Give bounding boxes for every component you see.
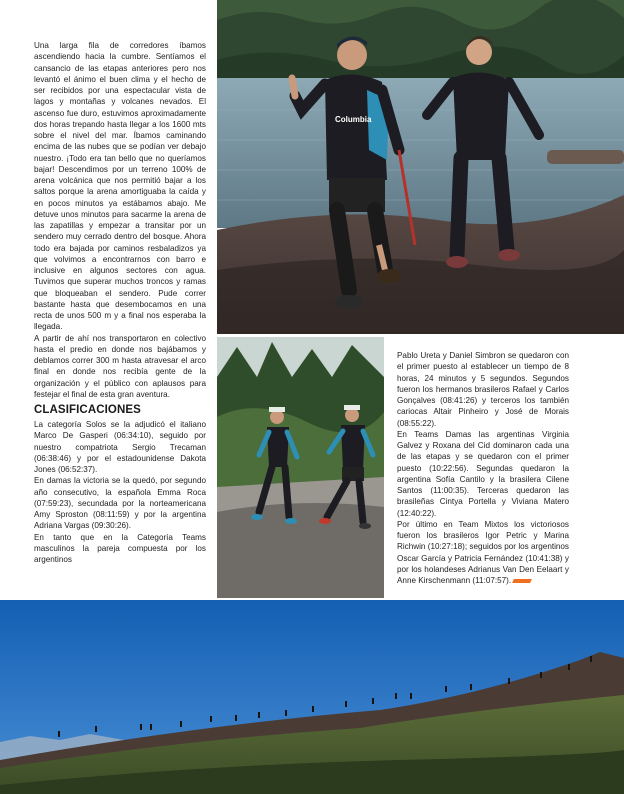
article-paragraph: Una larga fila de corredores íbamos ascendiendo hacia la cumbre. Sentíamos el cansancio de las etapas anteriores pero nos levantó el ánimo el buen clima y el hecho de ser recibidos por una espectacular vista de lagos y montañas y volcanes nevados. El ascenso fue duro, estuvimos aproximadamente dos horas trepando hasta llegar a los 1600 mts sobre el nivel del mar. Íbamos caminando encima de las nubes que se podían ver debajo nuestro. ¡Todo era tan bello que no queríamos bajar! Descendimos por un terreno 100% de arena volcánica que nos permitió bajar a los saltos porque la arena amortiguaba la caída y en pocos minutos ya estábamos abajo. Me detuve unos minutos para sacarme la arena de las zapatillas y empezar a transitar por un sendero muy cerrado dentro del bosque. Ahora todo era bajada por caminos resbaladizos ya que volvimos a encontrarnos con barro e inclusive en algunos sectores con agua. Tuvimos que superar muchos troncos y ramas que bloqueaban el sendero. Pude correr bastante hasta que desembocamos en una recta de unos 500 m y a final nos esperaba la llegada. — [34, 41, 206, 332]
article-paragraph: A partir de ahí nos transportaron en colectivo hasta el predio en donde nos bajábamos y deblamos correr 300 m hasta atravesar el arco final en donde nos recibía gente de la organización y el público con aplausos para festejar el final de esta gran aventura. — [34, 333, 206, 399]
final-text: Por último en Team Mixtos los victoriosos fueron los brasileros Igor Petric y Marina Richwin (10:27:18); seguidos por los argentinos Oscar García y Patricia Fernández (10:41:38) y por los holandeses Adrianus Van Den Eelaart y Anne Kirschenmann (11:07:57). — [397, 519, 569, 585]
photo-volcano-ridge-art — [0, 600, 624, 794]
section-heading-clasificaciones: CLASIFICACIONES — [34, 404, 141, 416]
results-paragraph: La categoría Solos se la adjudicó el italiano Marco De Gasperi (06:34:10), seguido por nuestro compatriota Sergio Trecaman (06:38:46) y por el estadounidense Dakota Jones (06:52:37). — [34, 420, 206, 474]
left-text-column — [34, 40, 206, 565]
results-paragraph-final — [397, 519, 569, 587]
photo-runners-lakeshore — [217, 0, 624, 334]
results-paragraph: En tanto que en la Categoría Teams masculinos la pareja compuesta por los argentinos — [34, 532, 206, 564]
results-paragraph: Pablo Ureta y Daniel Simbron se quedaron con el primer puesto al establecer un tiempo de 8 horas, 24 minutos y 5 segundos. Segundos fueron los hermanos brasileros Rafael y Carlos Gonçalves (08:41:26) y terceros los también cariocas Altair Pinheiro y José de Morais (08:55:22). — [397, 351, 569, 428]
brand-label: Columbia — [335, 115, 372, 124]
photo-volcano-ridge — [0, 600, 624, 794]
photo-runners-forest-trail-art — [217, 337, 384, 598]
photo-runners-lakeshore-art — [217, 0, 624, 334]
right-text-column — [397, 350, 569, 586]
results-paragraph: En Teams Damas las argentinas Virginia Galvez y Roxana del Cid dominaron cada una de las etapas y se quedaron con el primer puesto (10:22:56). Segundas quedaron la argentina Sofía Cantilo y la brasilera Cilene Santos (11:00:35). Terceras quedaron las brasileñas Cintya Portella y Viviana Matero (12:40:22). — [397, 429, 569, 518]
results-paragraph: En damas la victoria se la quedó, por segundo año consecutivo, la española Emma Roca (07:59:23), secundada por la norteamericana Amy Sproston (08:11:59) y por la argentina Adriana Vargas (09:30:26). — [34, 476, 206, 531]
photo-runners-forest-trail — [217, 337, 384, 598]
article-end-mark — [512, 579, 532, 583]
